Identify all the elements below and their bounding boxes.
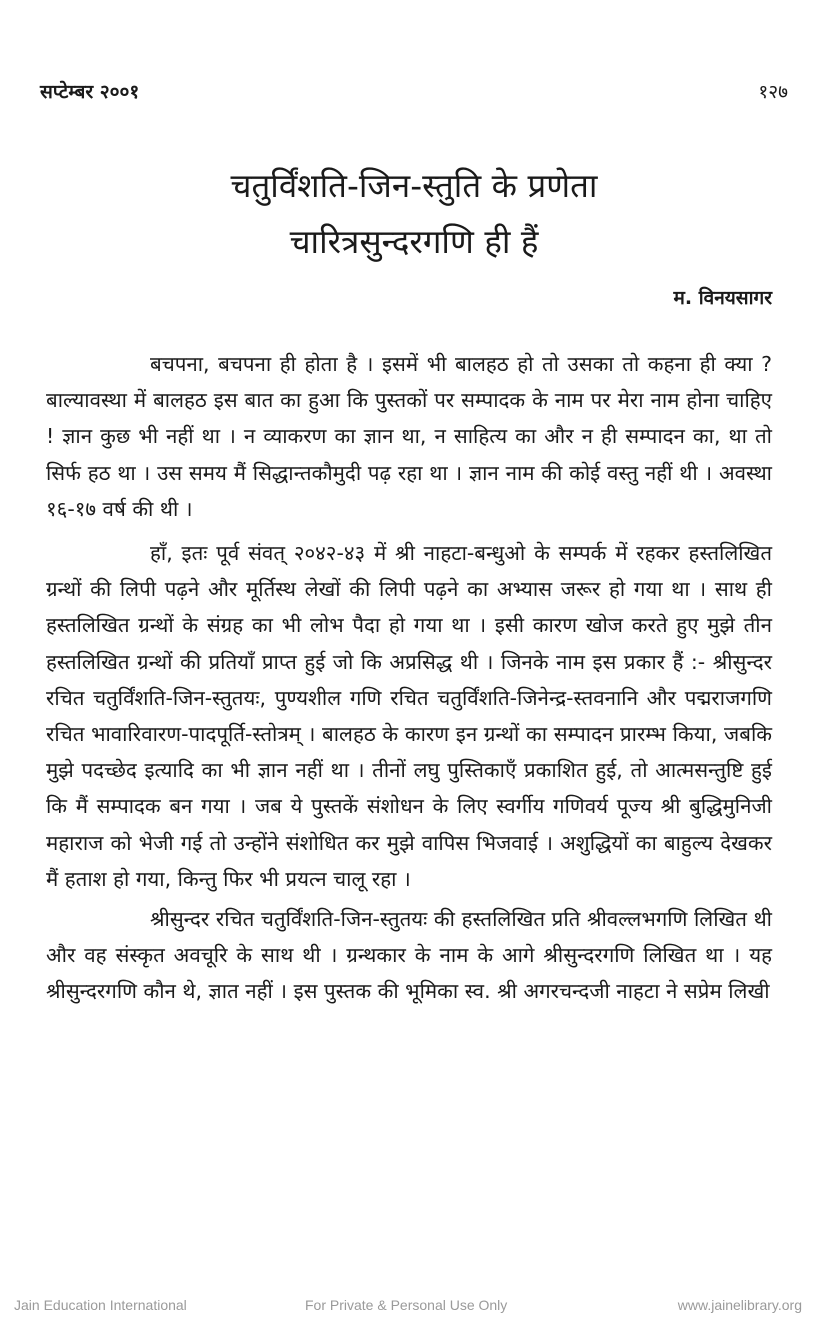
paragraph: बचपना, बचपना ही होता है । इसमें भी बालहठ हो तो उसका तो कहना ही क्या ? बाल्यावस्था में बालहठ इस बात का हुआ कि पुस्तकों पर सम्पादक के नाम पर मेरा नाम होना चाहिए ! ज्ञान कुछ भी नहीं था । न व्याकरण का ज्ञान था, न साहित्य का और न ही सम्पादन का, था तो सिर्फ हठ था । उस समय मैं सिद्धान्तकौमुदी पढ़ रहा था । ज्ञान नाम की कोई वस्तु नहीं थी । अवस्था १६-१७ वर्ष की थी ।: [46, 352, 772, 521]
issue-date: सप्टेम्बर २००१: [40, 81, 140, 103]
paragraph: श्रीसुन्दर रचित चतुर्विंशति-जिन-स्तुतयः की हस्तलिखित प्रति श्रीवल्लभगणि लिखित थी और वह संस्कृत अवचूरि के साथ थी । ग्रन्थकार के नाम के आगे श्रीसुन्दरगणि लिखित था । यह श्रीसुन्दरगणि कौन थे, ज्ञात नहीं । इस पुस्तक की भूमिका स्व. श्री अगरचन्दजी नाहटा ने सप्रेम लिखी: [46, 907, 772, 1004]
article-body: [46, 346, 772, 1014]
footer-publisher: Jain Education International: [14, 1297, 187, 1313]
running-header: [40, 78, 788, 108]
page-number: १२७: [758, 81, 788, 103]
article-title: [0, 158, 828, 270]
title-line-1: चतुर्विंशति-जिन-स्तुति के प्रणेता: [230, 166, 598, 205]
footer-website[interactable]: www.jainelibrary.org: [677, 1297, 802, 1313]
title-line-2: चारित्रसुन्दरगणि ही हैं: [289, 222, 539, 261]
paragraph: हाँ, इतः पूर्व संवत् २०४२-४३ में श्री नाहटा-बन्धुओ के सम्पर्क में रहकर हस्तलिखित ग्रन्थों की लिपी पढ़ने और मूर्तिस्थ लेखों की लिपी पढ़ने का अभ्यास जरूर हो गया था । साथ ही हस्तलिखित ग्रन्थों के संग्रह का भी लोभ पैदा हो गया था । इसी कारण खोज करते हुए मुझे तीन हस्तलिखित ग्रन्थों की प्रतियाँ प्राप्त हुई जो कि अप्रसिद्ध थी । जिनके नाम इस प्रकार हैं :- श्रीसुन्दर रचित चतुर्विंशति-जिन-स्तुतयः, पुण्यशील गणि रचित चतुर्विंशति-जिनेन्द्र-स्तवनानि और पद्मराजगणि रचित भावारिवारण-पादपूर्ति-स्तोत्रम् । बालहठ के कारण इन ग्रन्थों का सम्पादन प्रारम्भ किया, जबकि मुझे पदच्छेद इत्यादि का भी ज्ञान नहीं था । तीनों लघु पुस्तिकाएँ प्रकाशित हुई, तो आत्मसन्तुष्टि हुई कि मैं सम्पादक बन गया । जब ये पुस्तकें संशोधन के लिए स्वर्गीय गणिवर्य पूज्य श्री बुद्धिमुनिजी महाराज को भेजी गई तो उन्होंने संशोधित कर मुझे वापिस भिजवाई । अशुद्धियों का बाहुल्य देखकर मैं हताश हो गया, किन्तु फिर भी प्रयत्न चालू रहा ।: [46, 541, 772, 891]
footer-usage: For Private & Personal Use Only: [305, 1297, 508, 1313]
author-name: म. विनयसागर: [673, 287, 772, 309]
page-footer: [14, 1297, 814, 1317]
